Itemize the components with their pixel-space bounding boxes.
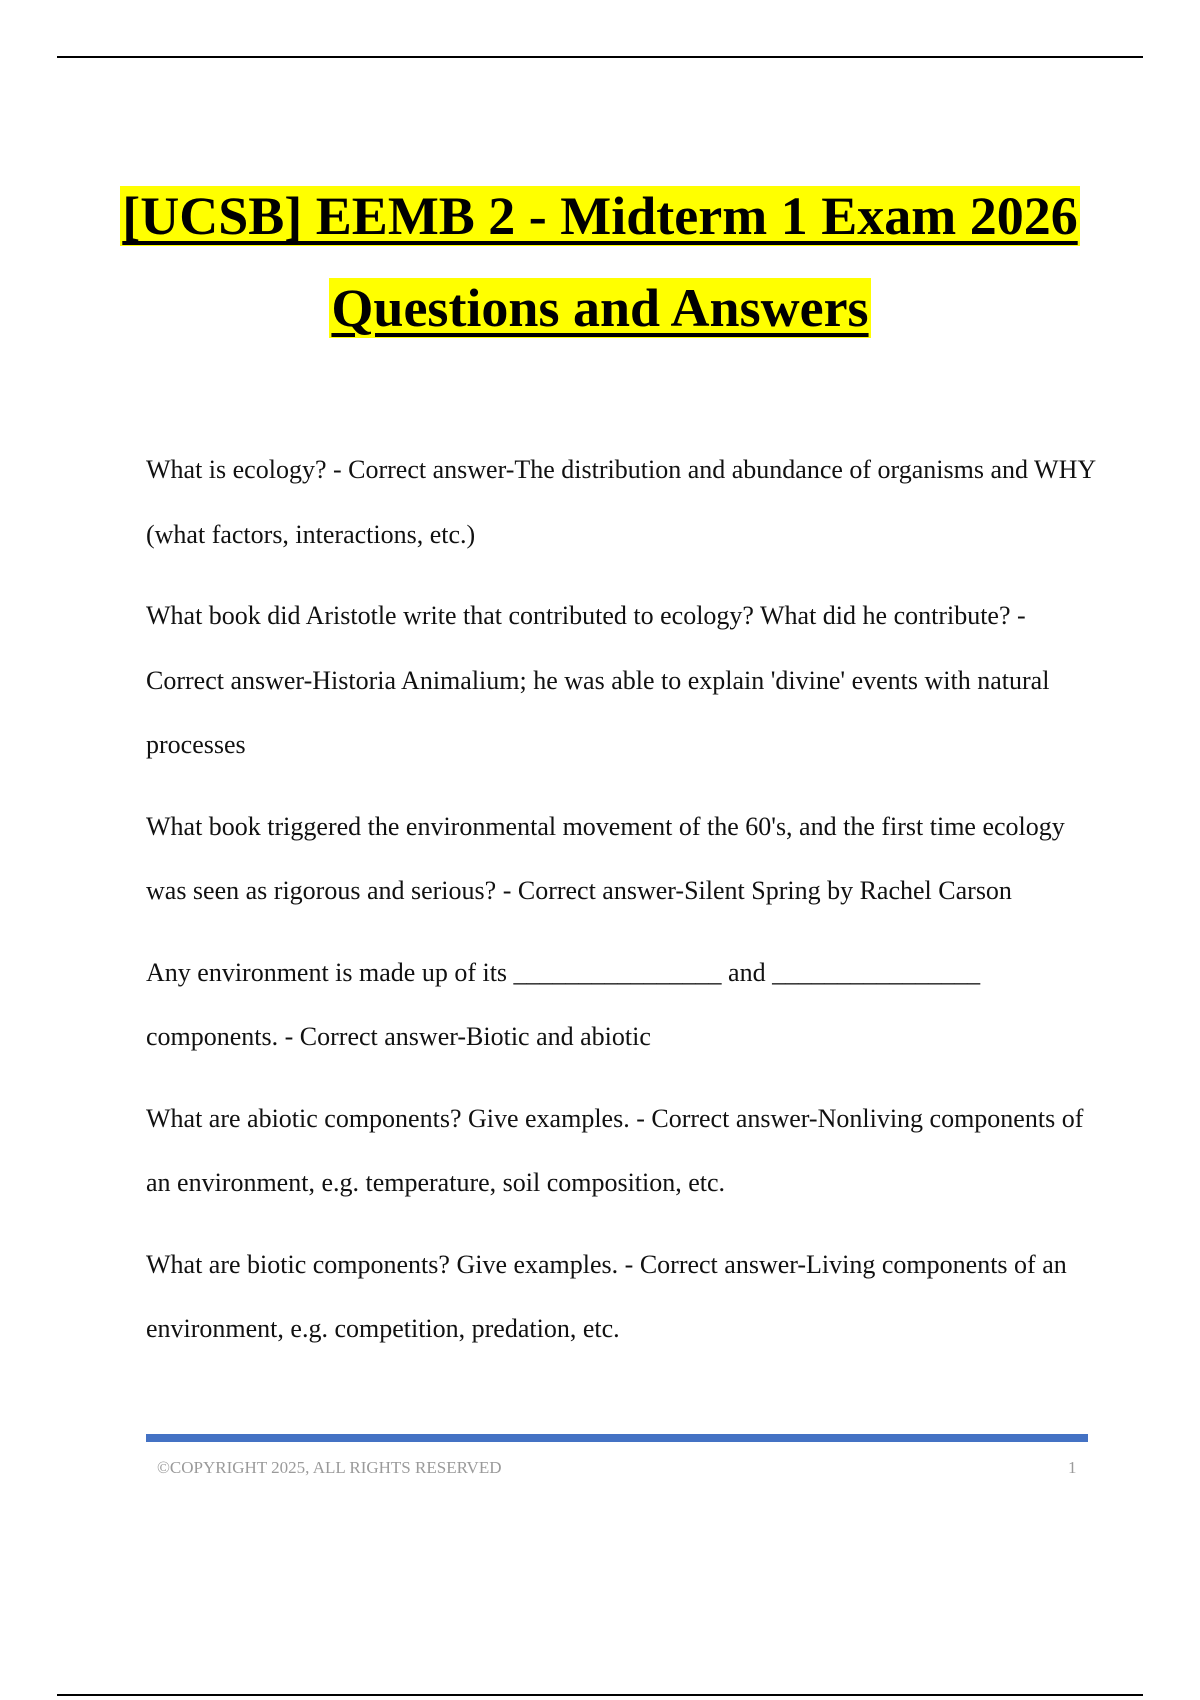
document-title bbox=[0, 170, 1200, 354]
title-line-2-text: Questions and Answers bbox=[331, 278, 869, 338]
qa-item-environment-components: Any environment is made up of its ________________ and ________________ components. - Correct answer-Biotic and abiotic bbox=[146, 957, 981, 1051]
top-rule bbox=[57, 56, 1143, 58]
qa-item-biotic: What are biotic components? Give examples. - Correct answer-Living components of an environment, e.g. competition, predation, etc. bbox=[146, 1249, 1067, 1343]
qa-item-ecology: What is ecology? - Correct answer-The distribution and abundance of organisms and WHY (what factors, interactions, etc.) bbox=[146, 455, 1096, 549]
footer-page-number: 1 bbox=[1068, 1458, 1077, 1477]
qa-item-abiotic: What are abiotic components? Give examples. - Correct answer-Nonliving components of an environment, e.g. temperature, soil composition, etc. bbox=[146, 1103, 1084, 1197]
qa-list bbox=[146, 438, 1096, 1379]
footer-bar bbox=[146, 1434, 1088, 1442]
title-line-1-text: [UCSB] EEMB 2 - Midterm 1 Exam 2026 bbox=[122, 186, 1078, 246]
footer-copyright: ©COPYRIGHT 2025, ALL RIGHTS RESERVED bbox=[157, 1458, 502, 1477]
bottom-rule bbox=[57, 1694, 1143, 1696]
title-line-1 bbox=[0, 170, 1200, 262]
qa-item-silent-spring: What book triggered the environmental movement of the 60's, and the first time ecology was seen as rigorous and serious? - Correct answer-Silent Spring by Rachel Carson bbox=[146, 811, 1065, 905]
title-line-2 bbox=[0, 262, 1200, 354]
qa-item-aristotle: What book did Aristotle write that contributed to ecology? What did he contribute? - Correct answer-Historia Animalium; he was able to explain 'divine' events with natural processes bbox=[146, 601, 1050, 759]
